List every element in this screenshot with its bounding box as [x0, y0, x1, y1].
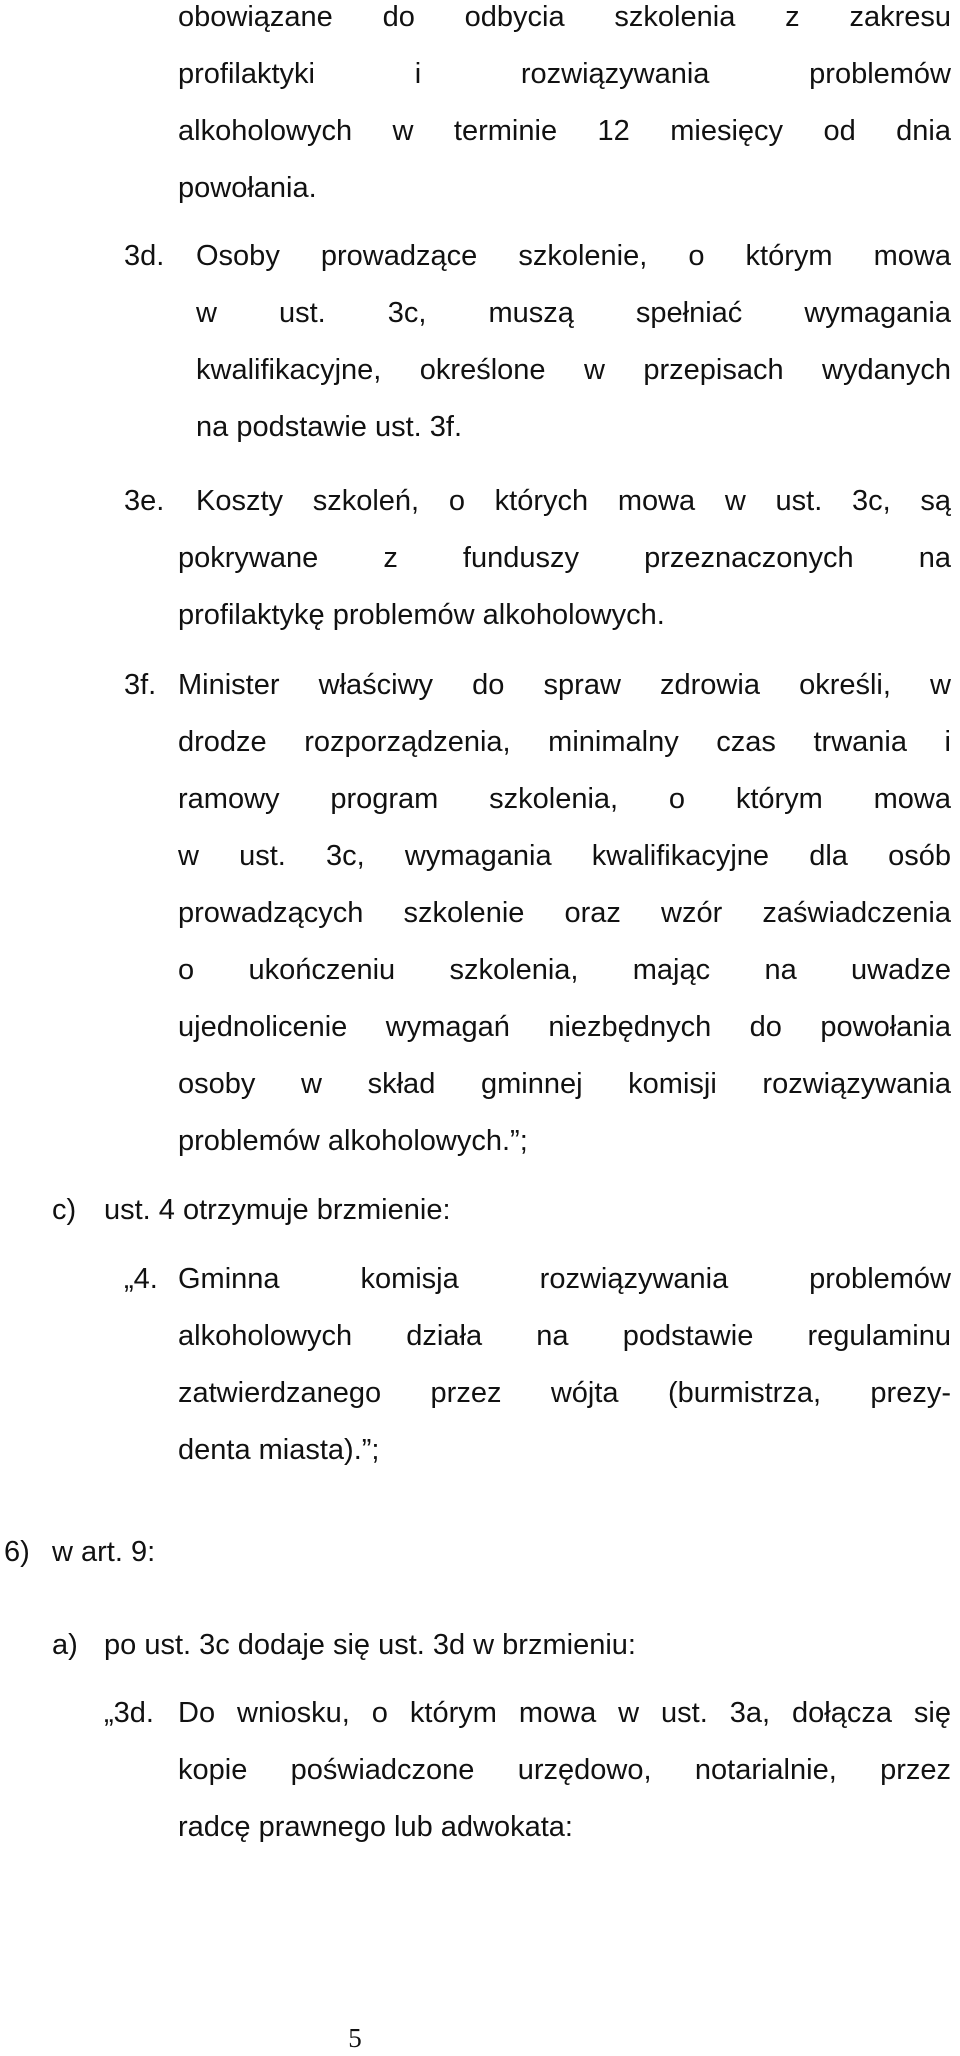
- paragraph-number: „4.: [124, 1263, 158, 1295]
- text-line: kopie poświadczone urzędowo, notarialnie, przez: [178, 1754, 951, 1786]
- text-line: ramowy program szkolenia, o którym mowa: [178, 783, 951, 815]
- text-line: w art. 9:: [52, 1536, 156, 1568]
- text-line: drodze rozporządzenia, minimalny czas trwania i: [178, 726, 951, 758]
- paragraph-number: „3d.: [104, 1697, 154, 1729]
- text-line: denta miasta).”;: [178, 1434, 380, 1466]
- text-line: problemów alkoholowych.”;: [178, 1125, 528, 1157]
- page-number: 5: [348, 2023, 362, 2053]
- text-line: po ust. 3c dodaje się ust. 3d w brzmieniu:: [104, 1629, 636, 1661]
- paragraph-number: 3e.: [124, 485, 165, 517]
- text-line: Osoby prowadzące szkolenie, o którym mowa: [196, 240, 951, 272]
- text-line: Koszty szkoleń, o których mowa w ust. 3c, są: [196, 485, 951, 517]
- text-line: alkoholowych w terminie 12 miesięcy od dnia: [178, 115, 951, 147]
- point-label: c): [52, 1194, 77, 1226]
- text-line: Minister właściwy do spraw zdrowia określi, w: [178, 669, 951, 701]
- text-line: ujednolicenie wymagań niezbędnych do powołania: [178, 1011, 951, 1043]
- text-line: powołania.: [178, 172, 317, 204]
- text-line: Do wniosku, o którym mowa w ust. 3a, dołącza się: [178, 1697, 951, 1729]
- text-line: profilaktyki i rozwiązywania problemów: [178, 58, 951, 90]
- text-line: o ukończeniu szkolenia, mając na uwadze: [178, 954, 951, 986]
- item-label: 6): [4, 1536, 30, 1568]
- text-line: prowadzących szkolenie oraz wzór zaświadczenia: [178, 897, 951, 929]
- paragraph-number: 3d.: [124, 240, 165, 272]
- text-line: obowiązane do odbycia szkolenia z zakresu: [178, 1, 951, 33]
- text-line: kwalifikacyjne, określone w przepisach wydanych: [196, 354, 951, 386]
- text-line: alkoholowych działa na podstawie regulaminu: [178, 1320, 951, 1352]
- text-line: w ust. 3c, muszą spełniać wymagania: [196, 297, 951, 329]
- text-line: radcę prawnego lub adwokata:: [178, 1811, 573, 1843]
- text-line: na podstawie ust. 3f.: [196, 411, 462, 443]
- text-line: pokrywane z funduszy przeznaczonych na: [178, 542, 951, 574]
- text-line: osoby w skład gminnej komisji rozwiązywania: [178, 1068, 951, 1100]
- text-line: profilaktykę problemów alkoholowych.: [178, 599, 665, 631]
- text-line: Gminna komisja rozwiązywania problemów: [178, 1263, 951, 1295]
- paragraph-number: 3f.: [124, 669, 157, 701]
- text-line: ust. 4 otrzymuje brzmienie:: [104, 1194, 451, 1226]
- point-label: a): [52, 1629, 78, 1661]
- text-line: zatwierdzanego przez wójta (burmistrza, prezy-: [178, 1377, 951, 1409]
- text-line: w ust. 3c, wymagania kwalifikacyjne dla osób: [178, 840, 951, 872]
